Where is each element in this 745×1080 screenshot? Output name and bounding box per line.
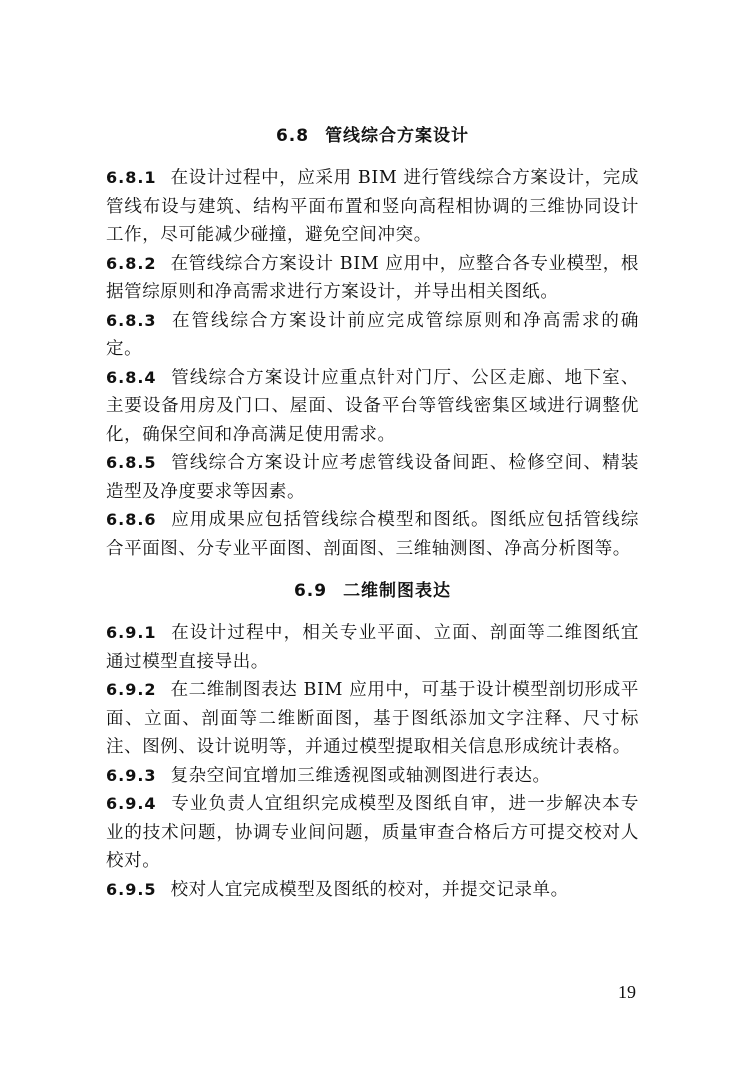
clause-number: 6.8.2 (106, 253, 157, 273)
clause-6-9-2 (106, 676, 639, 762)
section-title-text: 管线综合方案设计 (325, 126, 470, 146)
clause-text: 专业负责人宜组织完成模型及图纸自审，进一步解决本专业的技术问题，协调专业间问题，质量审查合格后方可提交校对人校对。 (106, 794, 639, 871)
clause-6-9-5 (106, 876, 639, 905)
clause-text: 在设计过程中，应采用 BIM 进行管线综合方案设计，完成管线布设与建筑、结构平面布置和竖向高程相协调的三维协同设计工作，尽可能减少碰撞，避免空间冲突。 (106, 168, 639, 245)
clause-text: 应用成果应包括管线综合模型和图纸。图纸应包括管线综合平面图、分专业平面图、剖面图、三维轴测图、净高分析图等。 (106, 510, 639, 559)
clause-text: 在管线综合方案设计前应完成管综原则和净高需求的确定。 (106, 310, 639, 359)
clause-text: 复杂空间宜增加三维透视图或轴测图进行表达。 (170, 765, 551, 786)
clause-number: 6.9.3 (106, 765, 157, 785)
clause-number: 6.8.1 (106, 168, 157, 187)
clause-6-8-6 (106, 506, 639, 563)
clause-text: 管线综合方案设计应重点针对门厅、公区走廊、地下室、主要设备用房及门口、屋面、设备平台等管线密集区域进行调整优化，确保空间和净高满足使用需求。 (106, 367, 639, 445)
clause-6-8-4 (106, 364, 639, 450)
clause-number: 6.8.4 (106, 367, 157, 387)
clause-6-8-2 (106, 250, 639, 307)
clause-number: 6.9.2 (106, 680, 157, 699)
clause-text: 在二维制图表达 BIM 应用中，可基于设计模型剖切形成平面、立面、剖面等二维断面图，基于图纸添加文字注释、尺寸标注、图例、设计说明等，并通过模型提取相关信息形成统计表格。 (106, 680, 639, 757)
clause-number: 6.9.5 (106, 879, 157, 899)
clause-6-9-1 (106, 619, 639, 676)
clause-number: 6.8.5 (106, 453, 157, 472)
page-number: 19 (618, 982, 636, 1002)
clause-6-8-1 (106, 164, 639, 250)
clause-number: 6.8.3 (106, 310, 157, 330)
section-heading-6-8 (106, 118, 639, 154)
clause-text: 在管线综合方案设计 BIM 应用中，应整合各专业模型，根据管综原则和净高需求进行方案设计，并导出相关图纸。 (106, 253, 639, 302)
clause-6-9-3 (106, 762, 639, 791)
clause-text: 在设计过程中，相关专业平面、立面、剖面等二维图纸宜通过模型直接导出。 (106, 623, 639, 672)
clause-text: 管线综合方案设计应考虑管线设备间距、检修空间、精装造型及净度要求等因素。 (106, 453, 639, 502)
section-heading-6-9 (106, 573, 639, 609)
clause-6-8-3 (106, 307, 639, 364)
clause-number: 6.9.1 (106, 623, 157, 642)
document-page (106, 118, 639, 904)
clause-number: 6.9.4 (106, 794, 157, 813)
clause-6-9-4 (106, 790, 639, 876)
section-number: 6.8 (275, 126, 310, 146)
clause-number: 6.8.6 (106, 510, 157, 529)
section-title-text: 二维制图表达 (343, 581, 452, 601)
clause-6-8-5 (106, 449, 639, 506)
clause-text: 校对人宜完成模型及图纸的校对，并提交记录单。 (170, 879, 569, 900)
section-number: 6.9 (293, 581, 328, 601)
